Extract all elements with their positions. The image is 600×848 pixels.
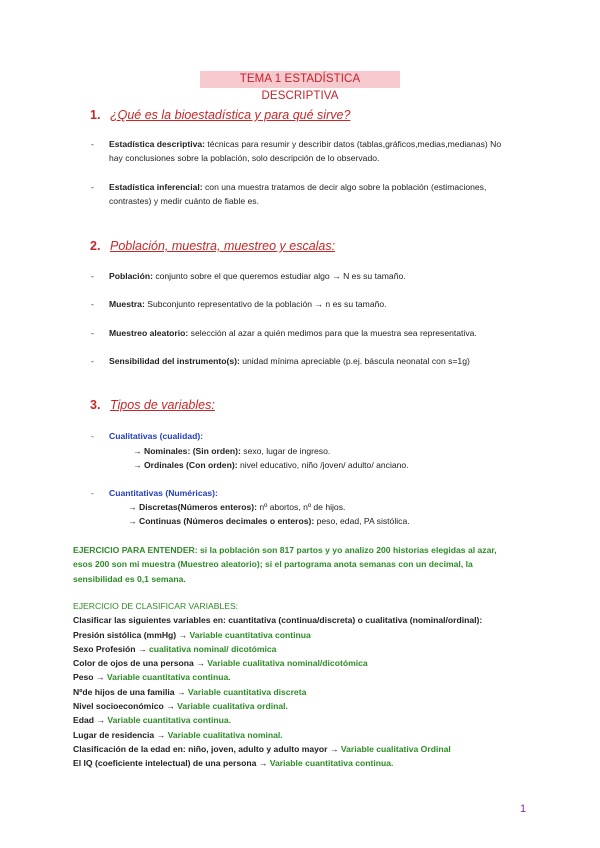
list-item — [73, 713, 543, 727]
answer: Variable cualitativa nominal. — [167, 729, 283, 740]
section-number: 2. — [90, 239, 101, 253]
bullet-estadistica-descriptiva: - Estadística descriptiva: técnicas para resumir y describir datos (tablas,gráficos,medias,medianas) No hay conclusiones sobre la población, solo descripción de lo observado. — [91, 139, 502, 163]
page-title: TEMA 1 ESTADÍSTICA DESCRIPTIVA — [200, 71, 400, 88]
section-3-heading — [90, 398, 215, 412]
answer: Variable cualitativa nominal/dicotómica — [207, 658, 368, 669]
answer: Variable cualitativa Ordinal — [340, 743, 451, 754]
variable: Color de ojos de una persona → — [73, 658, 208, 669]
section-1-heading — [90, 108, 350, 122]
definition-cont: contrastes) y medir cuánto de fiable es. — [109, 196, 259, 206]
term: → Ordinales (Con orden): — [133, 460, 238, 470]
category-label: Cualitativas (cualidad): — [109, 431, 204, 441]
definition: nivel educativo, niño /joven/ adulto/ anciano. — [237, 460, 409, 470]
bullet-sensibilidad: - Sensibilidad del instrumento(s): unidad mínima apreciable (p.ej. báscula neonatal con s=1g) — [91, 356, 470, 366]
section-title: Tipos de variables: — [110, 398, 215, 412]
variable: Nºde hijos de una familia → — [73, 686, 188, 697]
answer: cualitativa nominal/ dicotómica — [148, 643, 277, 654]
section-number: 1. — [90, 108, 101, 122]
definition: nº abortos, nº de hijos. — [256, 502, 346, 512]
exercise-clasificar — [73, 599, 543, 771]
bullet-cuantitativas: - Cuantitativas (Numéricas): — [91, 488, 218, 498]
bullet-muestra: - Muestra: Subconjunto representativo de la población → n es su tamaño. — [91, 299, 387, 309]
exercise-line: EJERCICIO PARA ENTENDER: si la población son 817 partos y yo analizo 200 historias elegidas al azar, — [73, 545, 497, 555]
definition: sexo, lugar de ingreso. — [240, 446, 331, 456]
section-2-heading — [90, 239, 335, 253]
term: Estadística descriptiva: — [109, 139, 206, 149]
definition: peso, edad, PA sistólica. — [314, 516, 410, 526]
variable: El IQ (coeficiente intelectual) de una persona → — [73, 758, 270, 769]
definition: selección al azar a quién medimos para que la muestra sea representativa. — [188, 328, 477, 338]
answer: Variable cuantitativa continua. — [107, 715, 232, 726]
definition: técnicas para resumir y describir datos (tablas,gráficos,medias,medianas) No — [205, 139, 502, 149]
term: → Continuas (Números decimales o enteros): — [128, 516, 315, 526]
variable: Peso → — [73, 672, 107, 683]
exercise-line: sensibilidad es 0,1 semana. — [73, 573, 186, 584]
variable: Sexo Profesión → — [73, 643, 149, 654]
answer: Variable cuantitativa continua. — [106, 672, 231, 683]
term: Muestreo aleatorio: — [109, 328, 189, 338]
answer: Variable cuantitativa continua — [189, 629, 311, 640]
variable: Clasificación de la edad en: niño, joven, adulto y adulto mayor → — [73, 743, 341, 754]
bullet-estadistica-inferencial: - Estadística inferencial: con una muestra tratamos de decir algo sobre la población (estimaciones, contrastes) y medir cuánto de fiable es. — [91, 182, 487, 206]
term: Muestra: — [109, 299, 145, 309]
answer: Variable cualitativa ordinal. — [177, 701, 288, 712]
list-item — [73, 656, 543, 670]
term: Población: — [109, 271, 153, 281]
section-title: ¿Qué es la bioestadística y para qué sirve? — [110, 108, 351, 122]
list-item — [73, 685, 543, 699]
list-item — [73, 628, 543, 642]
term: → Nominales: (Sin orden): — [133, 446, 241, 456]
section-title: Población, muestra, muestreo y escalas: — [110, 239, 336, 253]
sub-continuas — [128, 514, 410, 528]
exercise-line: esos 200 son mi muestra (Muestreo aleatorio); si el partograma anota semanas con un decimal, la — [73, 559, 473, 570]
category-label: Cuantitativas (Numéricas): — [109, 488, 218, 498]
sub-discretas — [128, 500, 345, 514]
definition: conjunto sobre el que queremos estudiar algo → N es su tamaño. — [152, 271, 406, 281]
exercise-entender — [73, 543, 533, 586]
answer: Variable cuantitativa continua. — [269, 758, 394, 769]
term: → Discretas(Números enteros): — [128, 502, 257, 512]
term: Sensibilidad del instrumento(s): — [109, 356, 240, 366]
variable: Presión sistólica (mmHg) → — [73, 629, 190, 640]
list-item — [73, 756, 543, 770]
definition: con una muestra tratamos de decir algo sobre la población (estimaciones, — [202, 182, 487, 192]
variable: Nivel socioeconómico → — [73, 701, 178, 712]
bullet-poblacion: - Población: conjunto sobre el que queremos estudiar algo → N es su tamaño. — [91, 271, 406, 281]
answer: Variable cuantitativa discreta — [187, 686, 307, 697]
definition: unidad mínima apreciable (p.ej. báscula neonatal con s=1g) — [239, 356, 470, 366]
definition-cont: hay conclusiones sobre la población, solo descripción de lo observado. — [109, 153, 380, 163]
bullet-cualitativas: - Cualitativas (cualidad): — [91, 431, 204, 441]
exercise-intro: Clasificar las siguientes variables en: cuantitativa (continua/discreta) o cualitativa (nominal/ordinal): — [73, 615, 483, 626]
section-number: 3. — [90, 398, 101, 412]
sub-ordinales — [133, 458, 409, 472]
list-item — [73, 642, 543, 656]
term: Estadística inferencial: — [109, 182, 203, 192]
list-item — [73, 699, 543, 713]
page-number: 1 — [520, 803, 527, 815]
list-item — [73, 728, 543, 742]
list-item — [73, 670, 543, 684]
variable: Lugar de residencia → — [73, 729, 168, 740]
exercise-heading: EJERCICIO DE CLASIFICAR VARIABLES: — [73, 601, 239, 611]
variable: Edad → — [73, 715, 108, 726]
list-item — [73, 742, 543, 756]
definition: Subconjunto representativo de la población → n es su tamaño. — [144, 299, 387, 309]
sub-nominales — [133, 444, 330, 458]
bullet-muestreo-aleatorio: - Muestreo aleatorio: selección al azar a quién medimos para que la muestra sea representativa. — [91, 328, 477, 338]
